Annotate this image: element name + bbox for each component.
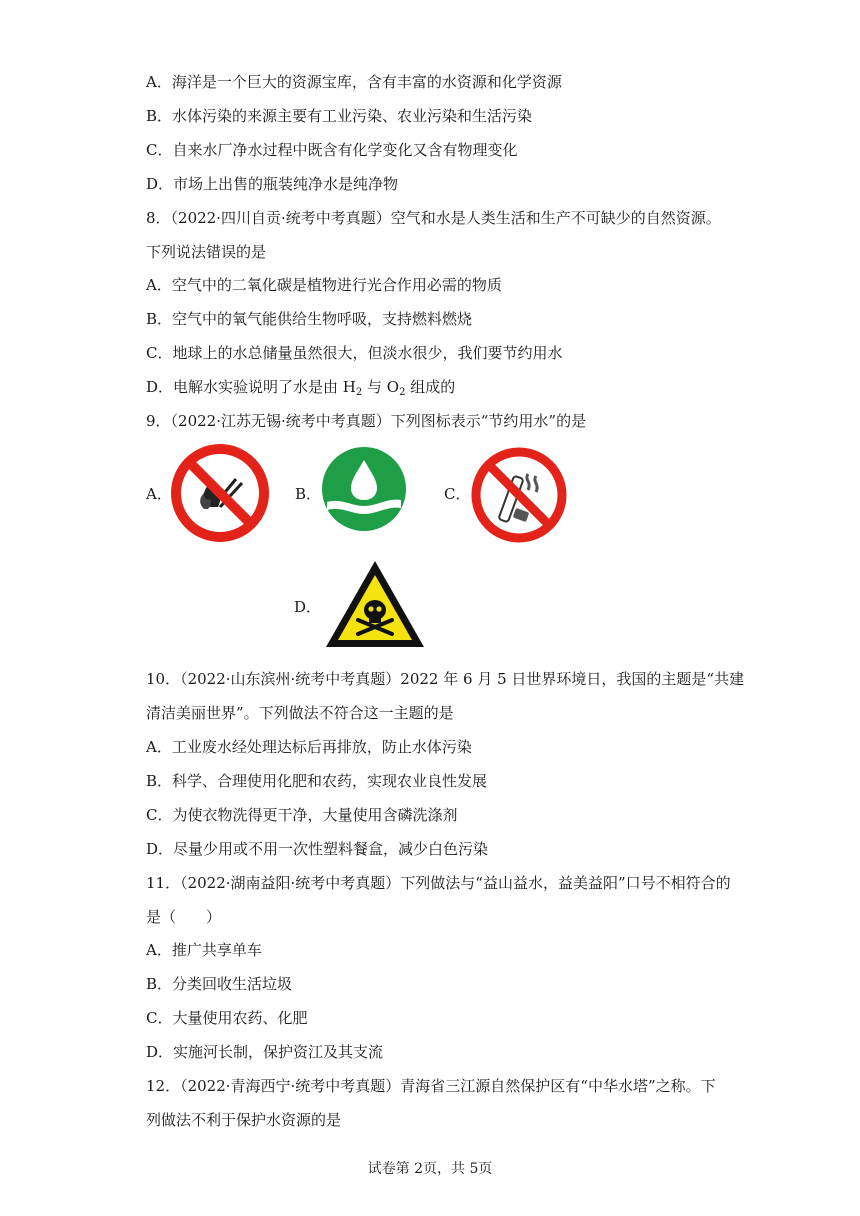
subscript-2: 2 [399, 387, 406, 398]
q11-option-b: B．分类回收生活垃圾 [146, 975, 293, 993]
q9-label-b: B． [295, 485, 322, 503]
q10-option-b: B．科学、合理使用化肥和农药，实现农业良性发展 [146, 772, 488, 790]
q7-option-d: D．市场上出售的瓶装纯净水是纯净物 [146, 175, 399, 193]
q9-label-a: A． [146, 485, 172, 503]
q11-option-c: C．大量使用农药、化肥 [146, 1009, 308, 1027]
q10-stem-line1: 10．（2022·山东滨州·统考中考真题）2022 年 6 月 5 日世界环境日，我国的主题是“共建 [146, 670, 745, 688]
q10-stem-line2: 清洁美丽世界”。下列做法不符合这一主题的是 [146, 704, 454, 722]
no-fire-icon [170, 443, 270, 543]
q8-option-d-mid: 与 O [362, 378, 400, 396]
q10-option-a: A．工业废水经处理达标后再排放，防止水体污染 [146, 738, 472, 756]
q10-option-d: D．尽量少用或不用一次性塑料餐盒，减少白色污染 [146, 840, 489, 858]
q7-option-b: B．水体污染的来源主要有工业污染、农业污染和生活污染 [146, 107, 533, 125]
q11-option-d: D．实施河长制，保护资江及其支流 [146, 1043, 384, 1061]
q8-option-d-suffix: 组成的 [405, 378, 456, 396]
q12-stem-line2: 列做法不利于保护水资源的是 [146, 1111, 342, 1129]
q8-stem-line1: 8．（2022·四川自贡·统考中考真题）空气和水是人类生活和生产不可缺少的自然资源。 [146, 209, 721, 227]
q12-stem-line1: 12．（2022·青海西宁·统考中考真题）青海省三江源自然保护区有“中华水塔”之称。下 [146, 1077, 716, 1095]
q9-label-c: C． [444, 485, 471, 503]
q9-stem: 9．（2022·江苏无锡·统考中考真题）下列图标表示“节约用水”的是 [146, 412, 587, 430]
q7-option-a: A．海洋是一个巨大的资源宝库，含有丰富的水资源和化学资源 [146, 73, 562, 91]
q7-option-c: C．自来水厂净水过程中既含有化学变化又含有物理变化 [146, 141, 518, 159]
no-smoking-icon [470, 446, 568, 544]
page-footer: 试卷第 2页，共 5页 [367, 1161, 493, 1177]
q11-stem-line2: 是（ ） [146, 908, 222, 926]
q8-option-b: B．空气中的氧气能供给生物呼吸，支持燃料燃烧 [146, 310, 473, 328]
q10-option-c: C．为使衣物洗得更干净，大量使用含磷洗涤剂 [146, 806, 458, 824]
q8-option-a: A．空气中的二氧化碳是植物进行光合作用必需的物质 [146, 276, 502, 294]
q11-option-a: A．推广共享单车 [146, 941, 262, 959]
toxic-warning-icon [323, 558, 427, 650]
q8-option-d-prefix: D．电解水实验说明了水是由 H [146, 378, 356, 396]
q8-option-d [146, 377, 455, 397]
q8-option-c: C．地球上的水总储量虽然很大，但淡水很少，我们要节约用水 [146, 344, 563, 362]
water-saving-icon [321, 446, 407, 532]
subscript-2: 2 [355, 387, 363, 398]
q11-stem-line1: 11．（2022·湖南益阳·统考中考真题）下列做法与“益山益水，益美益阳”口号不相符合的 [146, 874, 731, 892]
q8-stem-line2: 下列说法错误的是 [146, 243, 267, 261]
q9-label-d: D． [294, 598, 322, 616]
